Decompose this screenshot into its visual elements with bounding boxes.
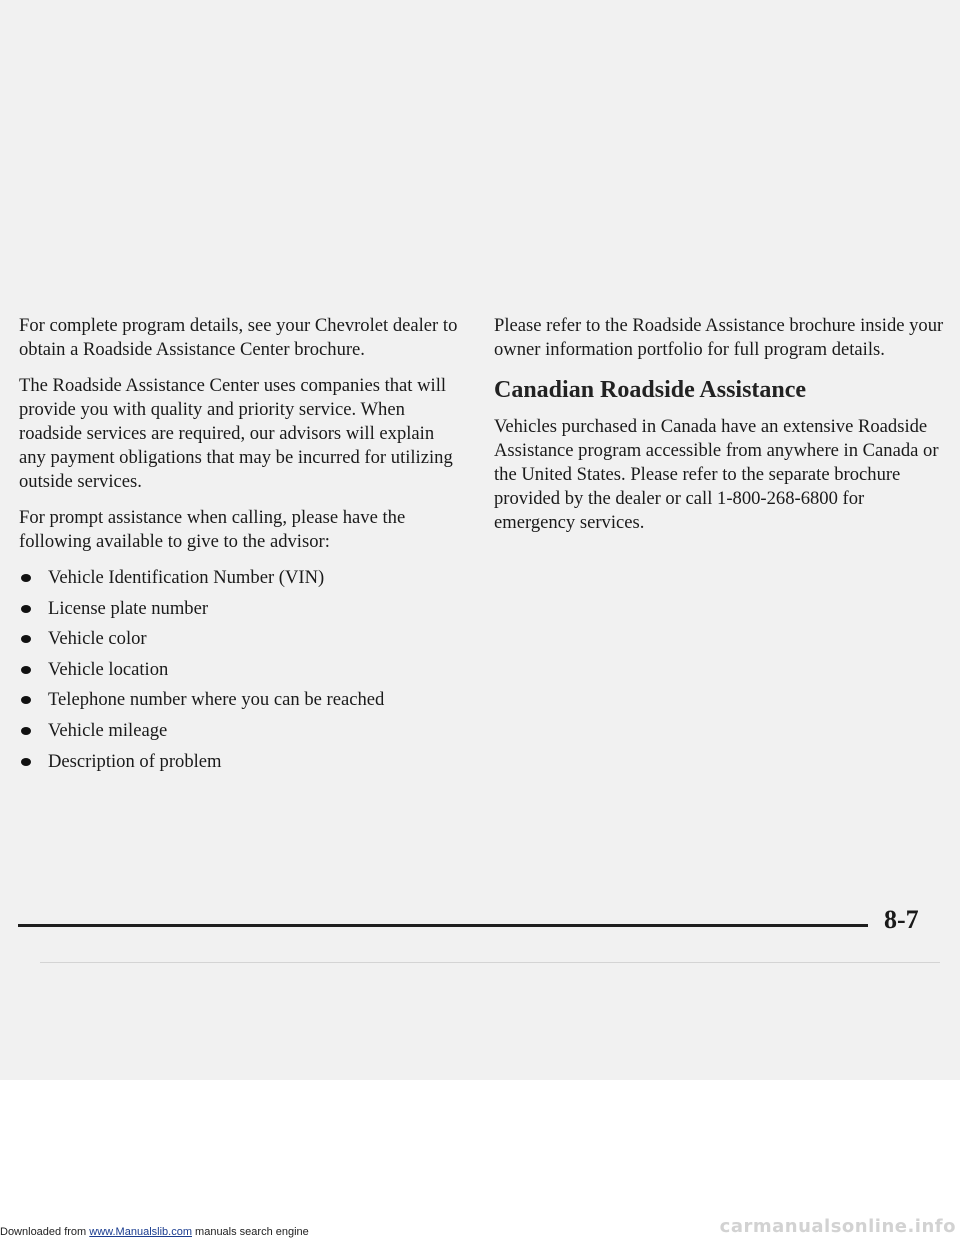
list-item-text: Vehicle Identification Number (VIN) <box>48 567 325 588</box>
manualslib-link[interactable]: www.Manualslib.com <box>89 1226 192 1238</box>
bullet-icon <box>21 696 31 704</box>
footer-rule <box>18 924 868 927</box>
divider <box>40 962 940 963</box>
list-item-text: Telephone number where you can be reached <box>48 689 385 711</box>
footer-suffix: manuals search engine <box>191 1226 309 1238</box>
bullet-icon <box>21 635 31 643</box>
bullet-icon <box>21 574 31 582</box>
left-column <box>19 314 464 780</box>
list-item <box>19 719 464 743</box>
paragraph-brochure-note: Please refer to the Roadside Assistance brochure inside your owner information portfolio for full program details. <box>494 315 944 360</box>
list-item <box>19 750 464 774</box>
bullet-icon <box>21 666 31 674</box>
list-item <box>19 597 464 621</box>
paragraph-prompt-assistance: For prompt assistance when calling, please have the following available to give to the advisor: <box>19 507 406 552</box>
list-item <box>19 688 464 712</box>
list-item-text: Vehicle mileage <box>48 719 168 741</box>
section-heading: Canadian Roadside Assistance <box>494 377 807 403</box>
paragraph-assistance-center: The Roadside Assistance Center uses companies that will provide you with quality and priority service. When roadside services are required, our advisors will explain any payment obligations that may be incurred for utilizing outside services. <box>19 375 453 492</box>
site-watermark: carmanualsonline.info <box>719 1216 956 1237</box>
paragraph-program-details: For complete program details, see your Chevrolet dealer to obtain a Roadside Assistance Center brochure. <box>19 315 458 360</box>
paragraph-canadian-assistance: Vehicles purchased in Canada have an extensive Roadside Assistance program accessible from anywhere in Canada or the United States. Please refer to the separate brochure provided by the dealer or call 1-800-268-6800 for emergency services. <box>494 416 939 533</box>
bullet-icon <box>21 605 31 613</box>
list-item-text: Vehicle color <box>48 628 147 650</box>
right-column <box>494 314 944 547</box>
list-item-text: Description of problem <box>48 750 222 772</box>
list-item <box>19 627 464 651</box>
footer-prefix: Downloaded from <box>0 1226 90 1238</box>
info-checklist <box>19 566 464 774</box>
list-item-text: License plate number <box>48 597 209 619</box>
page-number: 8-7 <box>884 905 919 934</box>
download-footer <box>0 1226 309 1238</box>
list-item <box>19 566 464 590</box>
bullet-icon <box>21 727 31 735</box>
bullet-icon <box>21 758 31 766</box>
list-item <box>19 658 464 682</box>
list-item-text: Vehicle location <box>48 658 169 680</box>
